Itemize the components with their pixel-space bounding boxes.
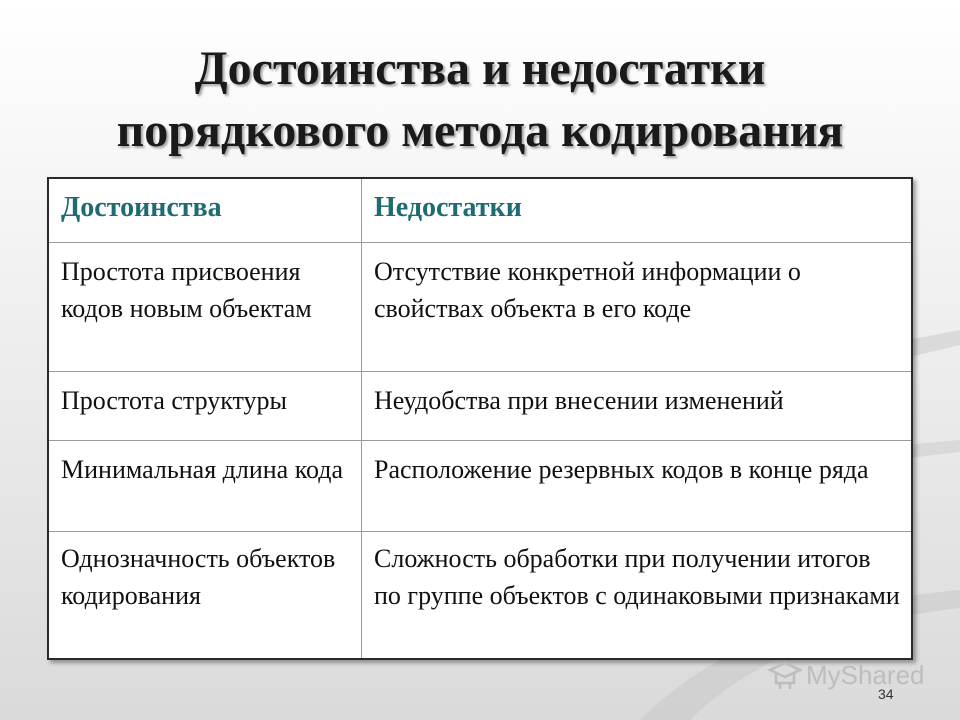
disadvantage-cell: Расположение резервных кодов в конце ряда: [362, 441, 913, 532]
mortarboard-icon: [768, 661, 802, 691]
disadvantage-cell: Отсутствие конкретной информации о свойствах объекта в его коде: [362, 243, 913, 372]
slide-title-line-2: порядкового метода кодирования: [116, 104, 844, 157]
slide-title: [0, 38, 960, 162]
advantage-cell: Простота структуры: [48, 372, 362, 441]
page-number: 34: [878, 686, 894, 702]
table-row: [48, 441, 912, 532]
advantage-cell: Минимальная длина кода: [48, 441, 362, 532]
table-row: [48, 532, 912, 660]
watermark-text: MyShared: [806, 660, 925, 690]
header-advantages: Достоинства: [48, 178, 362, 243]
slide-title-line-1: Достоинства и недостатки: [194, 42, 766, 95]
comparison-table: [47, 177, 913, 660]
disadvantage-cell: Неудобства при внесении изменений: [362, 372, 913, 441]
table-row: [48, 372, 912, 441]
table-row: [48, 243, 912, 372]
advantage-cell: Простота присвоения кодов новым объектам: [48, 243, 362, 372]
myshared-watermark[interactable]: [768, 660, 925, 691]
table-header-row: [48, 178, 912, 243]
header-disadvantages: Недостатки: [362, 178, 913, 243]
disadvantage-cell: Сложность обработки при получении итогов по группе объектов с одинаковыми признаками: [362, 532, 913, 660]
advantage-cell: Однозначность объектов кодирования: [48, 532, 362, 660]
